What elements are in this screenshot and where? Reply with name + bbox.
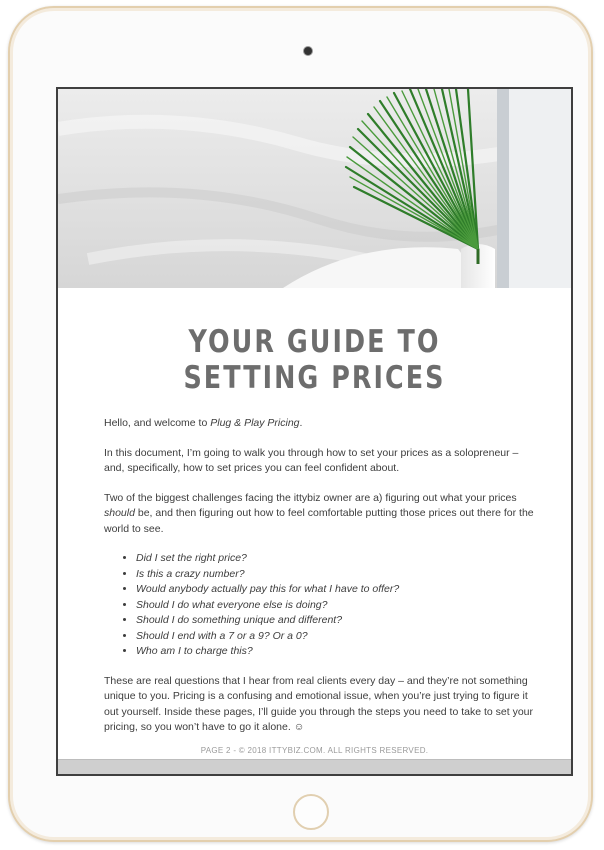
list-item: • Did I set the right price? [136, 551, 534, 567]
plant-photo-illustration [58, 89, 571, 288]
product-name: Plug & Play Pricing [210, 417, 300, 429]
closing-paragraph: These are real questions that I hear from real clients every day – and they’re not something unique to you. Pricing is a confusing and emotional issue, when you’re just trying to figure it out yourself. Inside these pages, I’ll guide you through the steps you need to take to set your pricing, so you won’t have to go it alone. ☺ [104, 674, 534, 733]
title-line-2: SETTING PRICES [183, 360, 446, 396]
page-footer: PAGE 2 - © 2018 ITTYBIZ.COM. ALL RIGHTS RESERVED. [200, 746, 429, 755]
list-item: • Is this a crazy number? [136, 567, 534, 583]
home-button-icon[interactable] [293, 794, 329, 830]
list-item: • Would anybody actually pay this for what I have to offer? [136, 582, 534, 598]
title-line-1: YOUR GUIDE TO [188, 324, 441, 360]
list-item: • Should I end with a 7 or a 9? Or a 0? [136, 629, 534, 645]
list-item: • Who am I to charge this? [136, 644, 534, 660]
intro-text: Hello, and welcome to [104, 417, 211, 429]
overview-paragraph: In this document, I’m going to walk you through how to set your prices as a solopreneur – and, specifically, how to set prices you can feel confident about. [104, 446, 519, 474]
intro-paragraph [104, 416, 534, 432]
page-title [104, 324, 525, 396]
front-camera-icon [303, 46, 313, 56]
document-page [58, 288, 571, 758]
challenges-text-end: be, and then figuring out how to feel comfortable putting those prices out there for the world to see. [104, 507, 534, 535]
challenges-emphasis: should [104, 507, 135, 519]
challenges-paragraph [104, 491, 534, 538]
intro-punctuation: . [299, 417, 303, 429]
document-body [104, 416, 534, 750]
hero-photo [58, 89, 571, 288]
tablet-screen [56, 87, 573, 776]
list-item: • Should I do something unique and different? [136, 613, 534, 629]
list-item: • Should I do what everyone else is doing? [136, 598, 534, 614]
screen-bottom-bar [58, 759, 571, 775]
challenges-text-start: Two of the biggest challenges facing the ittybiz owner are a) figuring out what your prices [104, 491, 517, 504]
question-list [104, 551, 534, 660]
tablet-frame [8, 6, 593, 842]
